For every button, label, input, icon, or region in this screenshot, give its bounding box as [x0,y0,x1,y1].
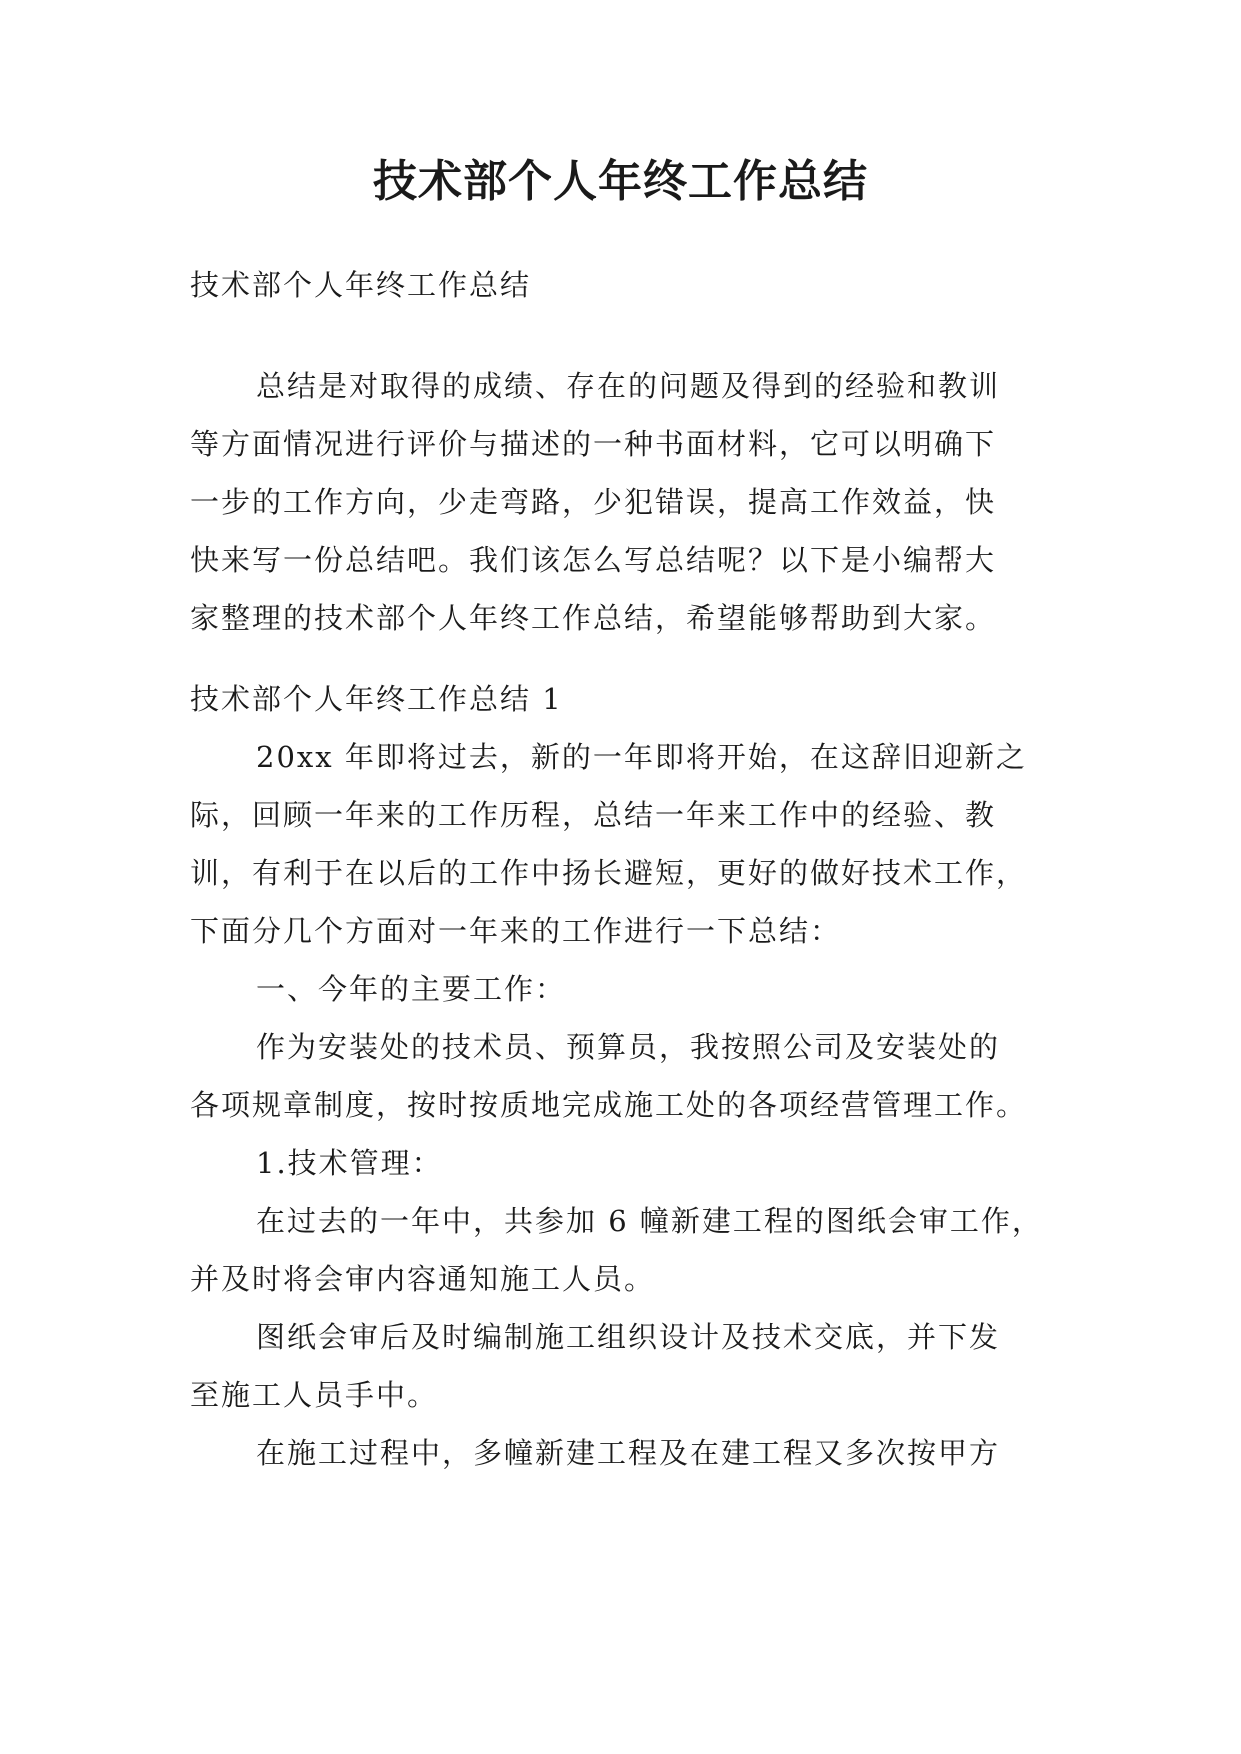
body-line: 各项规章制度，按时按质地完成施工处的各项经营管理工作。 [190,1088,1028,1122]
body-line: 作为安装处的技术员、预算员，我按照公司及安装处的 [256,1030,1001,1064]
body-line: 1.技术管理： [256,1146,443,1180]
document-subtitle: 技术部个人年终工作总结 [190,268,532,302]
body-line: 下面分几个方面对一年来的工作进行一下总结： [190,914,842,948]
body-line: 在施工过程中，多幢新建工程及在建工程又多次按甲方 [256,1436,1001,1470]
body-line: 至施工人员手中。 [190,1378,439,1412]
intro-line: 快来写一份总结吧。我们该怎么写总结呢？以下是小编帮大 [190,543,997,577]
body-line: 并及时将会审内容通知施工人员。 [190,1262,656,1296]
section-heading: 技术部个人年终工作总结 1 [190,682,563,716]
intro-line: 一步的工作方向，少走弯路，少犯错误，提高工作效益，快 [190,485,997,519]
body-line: 在过去的一年中，共参加 6 幢新建工程的图纸会审工作， [256,1204,1043,1238]
intro-line: 总结是对取得的成绩、存在的问题及得到的经验和教训 [256,369,1001,403]
document-title: 技术部个人年终工作总结 [373,156,868,207]
body-line: 一、今年的主要工作： [256,972,567,1006]
body-line: 20xx 年即将过去，新的一年即将开始，在这辞旧迎新之 [256,740,1027,774]
intro-line: 家整理的技术部个人年终工作总结，希望能够帮助到大家。 [190,601,997,635]
intro-paragraph [190,357,1060,647]
body-line: 训，有利于在以后的工作中扬长避短，更好的做好技术工作， [190,856,1028,890]
section-1 [190,670,1060,1482]
body-line: 际，回顾一年来的工作历程，总结一年来工作中的经验、教 [190,798,997,832]
body-line: 图纸会审后及时编制施工组织设计及技术交底，并下发 [256,1320,1001,1354]
intro-line: 等方面情况进行评价与描述的一种书面材料，它可以明确下 [190,427,997,461]
subtitle-block [190,256,1060,314]
